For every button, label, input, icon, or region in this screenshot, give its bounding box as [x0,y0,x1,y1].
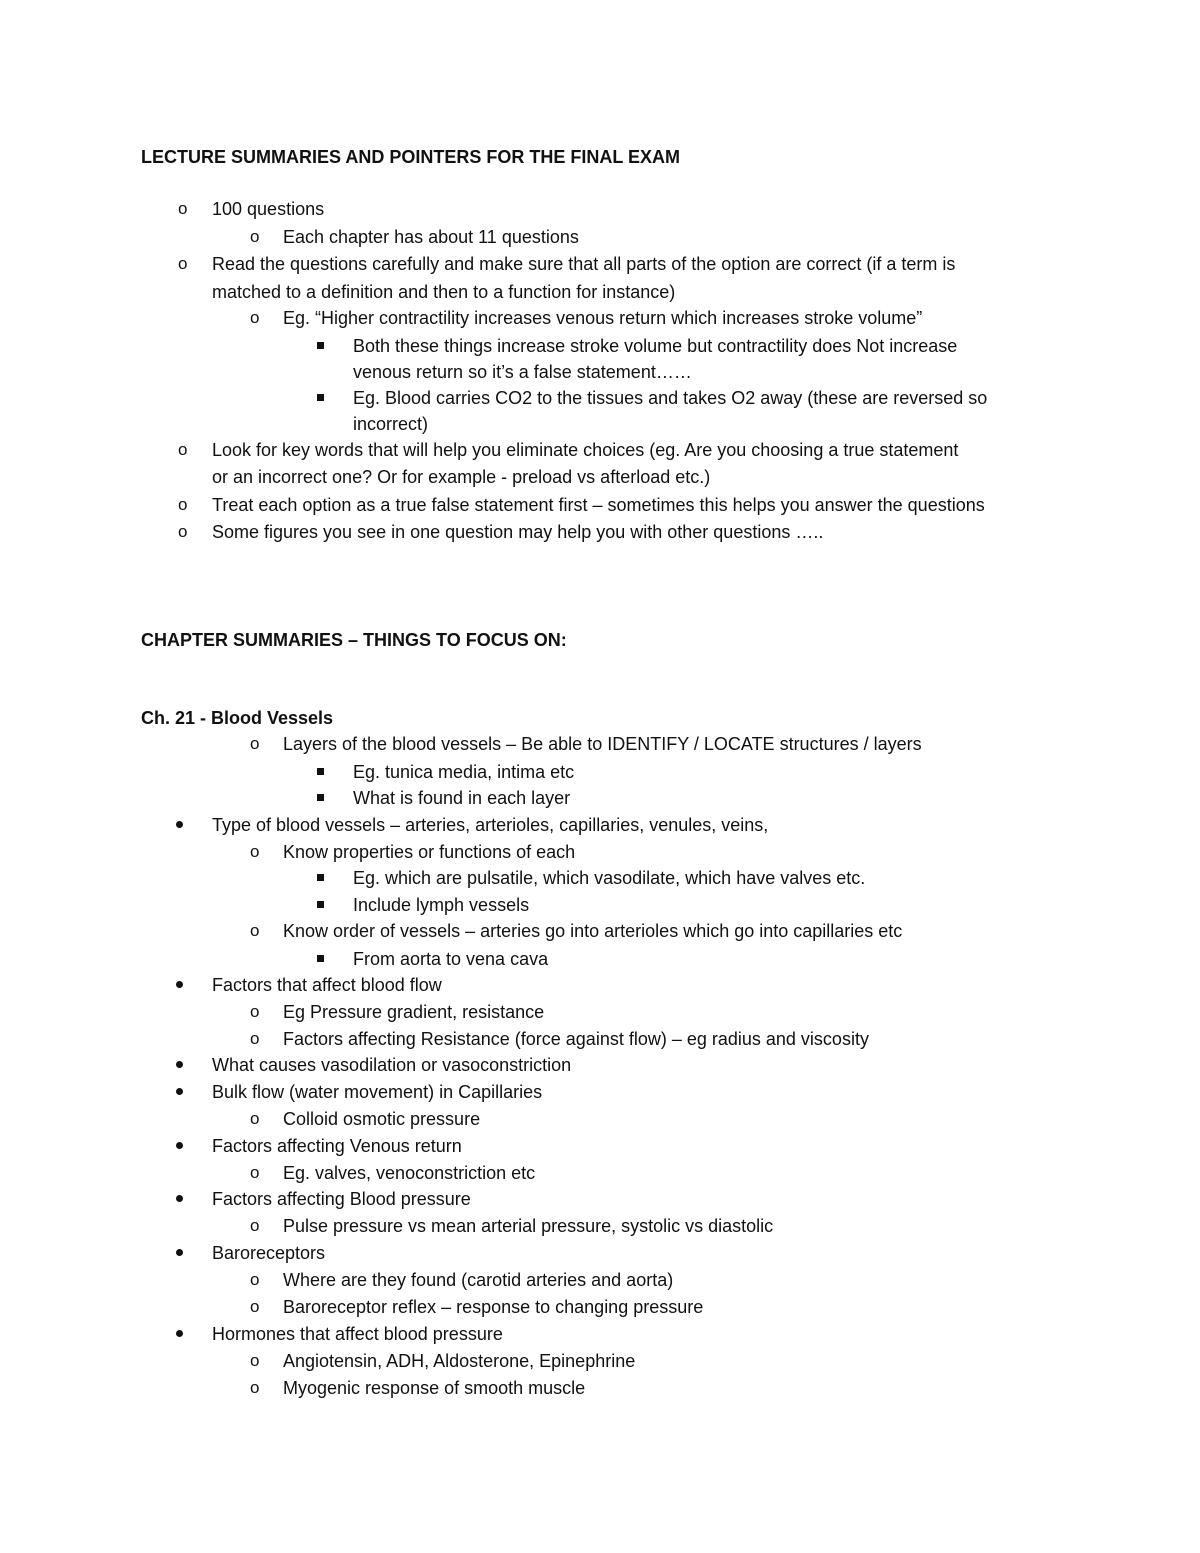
list-item: Factors affecting Venous return [212,1136,462,1156]
circle-bullet-icon: o [250,1002,260,1021]
list-item: Eg Pressure gradient, resistance [283,1002,545,1022]
section-heading: CHAPTER SUMMARIES – THINGS TO FOCUS ON: [141,630,567,650]
round-bullet-icon [175,1080,195,1095]
list-item: Baroreceptor reflex – response to changing pressure [283,1297,704,1317]
list-item-continued: incorrect) [353,414,429,434]
list-item: Know properties or functions of each [283,842,576,862]
list-item: Where are they found (carotid arteries and aorta) [283,1270,674,1290]
list-item: Eg. which are pulsatile, which vasodilate, which have valves etc. [353,868,866,888]
document-heading: LECTURE SUMMARIES AND POINTERS FOR THE FINAL EXAM [141,147,681,167]
list-item-continued: matched to a definition and then to a function for instance) [212,282,676,302]
square-bullet-icon [317,786,337,801]
list-item: Colloid osmotic pressure [283,1109,481,1129]
square-bullet-icon [317,334,337,349]
square-bullet-icon [317,947,337,962]
square-bullet-icon [317,386,337,401]
list-item: Baroreceptors [212,1243,326,1263]
list-item: Layers of the blood vessels – Be able to IDENTIFY / LOCATE structures / layers [283,734,922,754]
circle-bullet-icon: o [250,1029,260,1048]
round-bullet-icon [175,1187,195,1202]
circle-bullet-icon: o [250,1378,260,1397]
circle-bullet-icon: o [250,1297,260,1316]
circle-bullet-icon: o [250,842,260,861]
round-bullet-icon [175,973,195,988]
circle-bullet-icon: o [178,522,188,541]
list-item-continued: or an incorrect one? Or for example - preload vs afterload etc.) [212,467,711,487]
list-item: Some figures you see in one question may help you with other questions ….. [212,522,824,542]
circle-bullet-icon: o [178,254,188,273]
list-item: Myogenic response of smooth muscle [283,1378,586,1398]
list-item: Eg. “Higher contractility increases venous return which increases stroke volume” [283,308,923,328]
circle-bullet-icon: o [250,1270,260,1289]
list-item: Know order of vessels – arteries go into arterioles which go into capillaries etc [283,921,903,941]
list-item: What causes vasodilation or vasoconstriction [212,1055,572,1075]
list-item: Eg. tunica media, intima etc [353,762,575,782]
circle-bullet-icon: o [250,1163,260,1182]
round-bullet-icon [175,813,195,828]
list-item: Eg. Blood carries CO2 to the tissues and takes O2 away (these are reversed so [353,388,988,408]
circle-bullet-icon: o [250,308,260,327]
square-bullet-icon [317,866,337,881]
list-item-continued: venous return so it’s a false statement…… [353,362,692,382]
list-item: Eg. valves, venoconstriction etc [283,1163,536,1183]
list-item: Include lymph vessels [353,895,530,915]
list-item: Factors affecting Blood pressure [212,1189,471,1209]
list-item: Each chapter has about 11 questions [283,227,579,247]
list-item: Angiotensin, ADH, Aldosterone, Epinephrine [283,1351,636,1371]
list-item: 100 questions [212,199,325,219]
chapter-title: Ch. 21 - Blood Vessels [141,708,334,728]
list-item: Both these things increase stroke volume but contractility does Not increase [353,336,958,356]
circle-bullet-icon: o [250,1216,260,1235]
circle-bullet-icon: o [178,199,188,218]
list-item: Factors affecting Resistance (force against flow) – eg radius and viscosity [283,1029,869,1049]
list-item: Read the questions carefully and make sure that all parts of the option are correct (if a term is [212,254,956,274]
list-item: Look for key words that will help you eliminate choices (eg. Are you choosing a true statement [212,440,959,460]
list-item: Pulse pressure vs mean arterial pressure, systolic vs diastolic [283,1216,774,1236]
list-item: What is found in each layer [353,788,571,808]
list-item: Bulk flow (water movement) in Capillaries [212,1082,543,1102]
list-item: Factors that affect blood flow [212,975,442,995]
circle-bullet-icon: o [250,1109,260,1128]
square-bullet-icon [317,893,337,908]
round-bullet-icon [175,1053,195,1068]
circle-bullet-icon: o [250,734,260,753]
list-item: Treat each option as a true false statement first – sometimes this helps you answer the questions [212,495,985,515]
list-item: From aorta to vena cava [353,949,549,969]
square-bullet-icon [317,760,337,775]
list-item: Hormones that affect blood pressure [212,1324,503,1344]
round-bullet-icon [175,1134,195,1149]
circle-bullet-icon: o [178,440,188,459]
round-bullet-icon [175,1241,195,1256]
round-bullet-icon [175,1322,195,1337]
list-item: Type of blood vessels – arteries, arterioles, capillaries, venules, veins, [212,815,769,835]
circle-bullet-icon: o [250,1351,260,1370]
circle-bullet-icon: o [178,495,188,514]
circle-bullet-icon: o [250,227,260,246]
circle-bullet-icon: o [250,921,260,940]
